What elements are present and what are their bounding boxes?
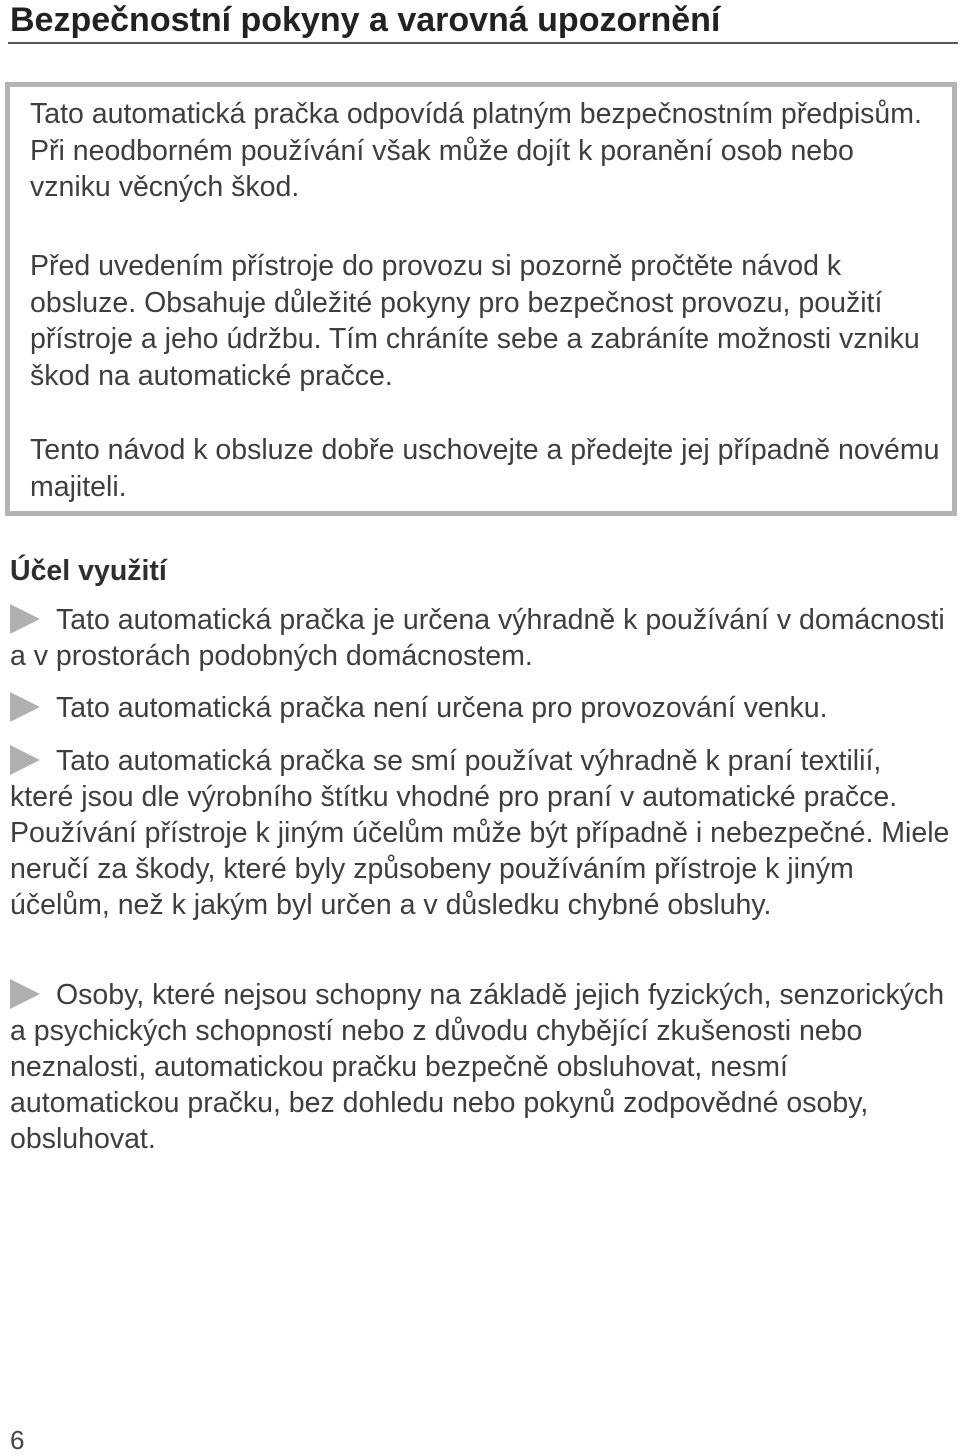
triangle-right-icon [10, 604, 40, 634]
bullet-text-3: Tato automatická pračka se smí používat výhradně k praní textilií, které jsou dle výrobního štítku vhodné pro praní v automatické pračce. Používání přístroje k jiným účelům může být případně i nebezpečné. Miele neručí za škody, které byly způsobeny používáním přístroje k jiným účelům, než k jakým byl určen a v důsledku chybné obsluhy. [10, 745, 950, 921]
page-title: Bezpečnostní pokyny a varovná upozornění [10, 1, 721, 39]
bullet-item-3 [10, 743, 950, 923]
safety-notice-box [5, 82, 957, 516]
bullet-text-2: Tato automatická pračka není určena pro provozování venku. [56, 692, 828, 724]
notice-paragraph-2: Před uvedením přístroje do provozu si pozorně pročtěte návod k obsluze. Obsahuje důležité pokyny pro bezpečnost provozu, použití přístroje a jeho údržbu. Tím chráníte sebe a zabráníte možnosti vzniku škod na automatické pračce. [30, 250, 920, 392]
section-heading-purpose: Účel využití [10, 555, 167, 587]
bullet-item-4 [10, 977, 950, 1157]
triangle-right-icon [10, 745, 40, 775]
title-divider [8, 42, 958, 44]
bullet-item-1 [10, 602, 950, 674]
triangle-right-icon [10, 979, 40, 1009]
bullet-text-1: Tato automatická pračka je určena výhradně k používání v domácnosti a v prostorách podobných domácnostem. [10, 604, 945, 672]
notice-paragraph-1: Tato automatická pračka odpovídá platným bezpečnostním předpisům. Při neodborném používání však může dojít k poranění osob nebo vzniku věcných škod. [30, 98, 922, 203]
page-number: 6 [10, 1425, 25, 1455]
bullet-item-2 [10, 690, 950, 726]
triangle-right-icon [10, 692, 40, 722]
notice-paragraph-3: Tento návod k obsluze dobře uschovejte a předejte jej případně novému majiteli. [30, 434, 940, 503]
bullet-text-4: Osoby, které nejsou schopny na základě jejich fyzických, senzorických a psychických schopností nebo z důvodu chybějící zkušenosti nebo neznalosti, automatickou pračku bezpečně obsluhovat, nesmí automatickou pračku, bez dohledu nebo pokynů zodpovědné osoby, obsluhovat. [10, 979, 945, 1155]
